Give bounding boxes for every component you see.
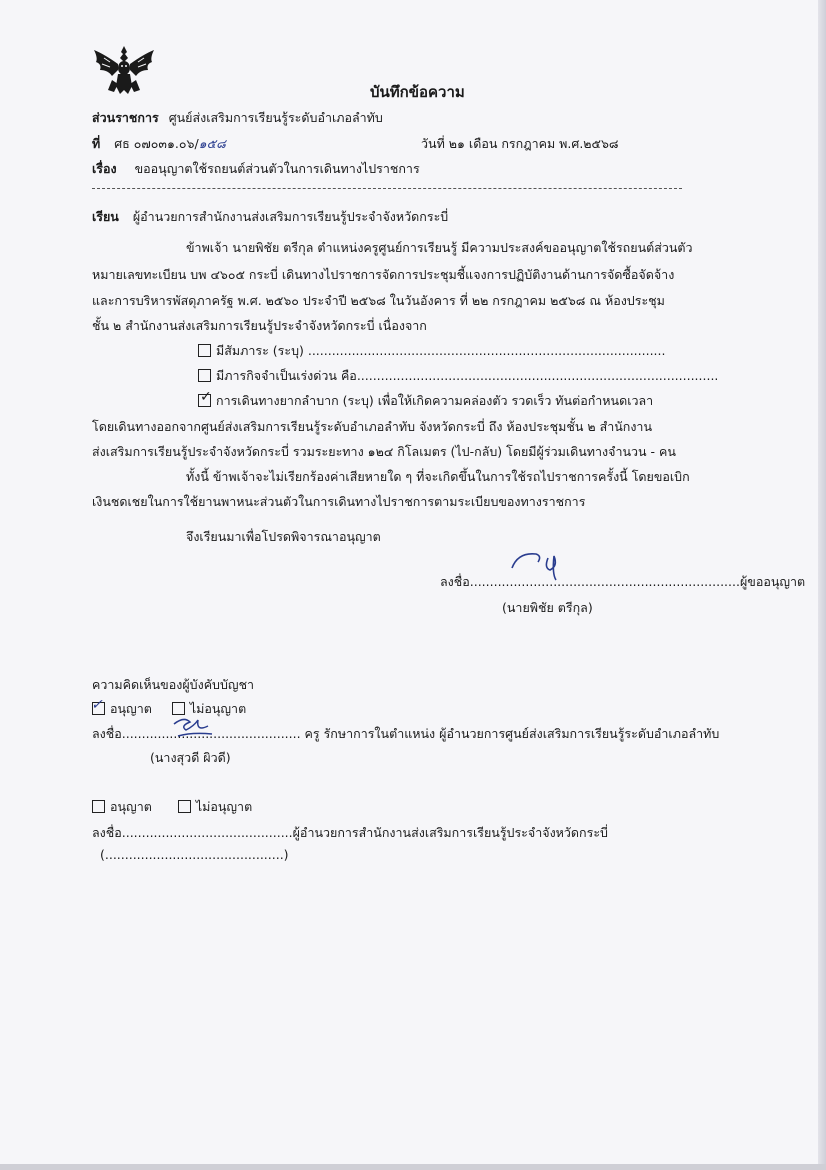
director-approve-label: อนุญาต <box>110 799 152 814</box>
supervisor-approve-checkbox[interactable] <box>91 697 105 715</box>
supervisor-heading: ความคิดเห็นของผู้บังคับบัญชา <box>92 677 255 692</box>
option-luggage-checkbox[interactable] <box>198 344 211 357</box>
option-difficult-label: การเดินทางยากลำบาก (ระบุ) เพื่อให้เกิดความคล่องตัว รวดเร็ว ทันต่อกำหนดเวลา <box>216 393 654 408</box>
supervisor-approve-label: อนุญาต <box>110 701 152 716</box>
option-urgent <box>198 366 718 386</box>
director-name: (.............................................) <box>100 847 289 862</box>
option-luggage <box>198 341 665 361</box>
ref-value: ศธ ๐๗๐๓๑.๐๖/ <box>114 136 199 151</box>
supervisor-name: (นางสุวดี ผิวดี) <box>150 750 231 765</box>
ref-label: ที่ <box>92 136 101 151</box>
body-p1-line4: ชั้น ๒ สำนักงานส่งเสริมการเรียนรู้ประจำจังหวัดกระบี่ เนื่องจาก <box>92 318 427 333</box>
body-p1-line1: ข้าพเจ้า นายพิชัย ตรีกุล ตำแหน่งครูศูนย์การเรียนรู้ มีความประสงค์ขออนุญาตใช้รถยนต์ส่วนตัว <box>186 240 693 255</box>
check-mark-icon: ✓ <box>91 697 103 713</box>
director-options <box>92 797 252 817</box>
director-sign-line: ลงชื่อ...........................................ผู้อำนวยการสำนักงานส่งเสริมการเรียนรู้ประจำจังหวัดกระบี่ <box>92 825 608 840</box>
option-difficult-checkbox[interactable] <box>198 389 212 407</box>
to-label: เรียน <box>92 209 119 224</box>
ref-row <box>92 134 226 154</box>
body-p1-line3: และการบริหารพัสดุภาครัฐ พ.ศ. ๒๕๖๐ ประจำปี ๒๕๖๘ ในวันอังคาร ที่ ๒๒ กรกฎาคม ๒๕๖๘ ณ ห้องประชุม <box>92 293 665 308</box>
option-urgent-label: มีภารกิจจำเป็นเร่งด่วน คือ........................................................................................... <box>216 368 719 383</box>
option-urgent-checkbox[interactable] <box>198 369 211 382</box>
applicant-sign-line: ลงชื่อ....................................................................ผู้ขออนุญาต <box>440 574 806 589</box>
body-p2-line1: โดยเดินทางออกจากศูนย์ส่งเสริมการเรียนรู้ระดับอำเภอลำทับ จังหวัดกระบี่ ถึง ห้องประชุมชั้น ๒ สำนักงาน <box>92 419 652 434</box>
agency-label: ส่วนราชการ <box>92 110 159 125</box>
body-p1-line2: หมายเลขทะเบียน บพ ๔๖๐๕ กระบี่ เดินทางไปราชการจัดการประชุมชี้แจงการปฏิบัติงานด้านการจัดซื้อจัดจ้าง <box>92 267 675 282</box>
check-mark-icon: ✓ <box>200 389 212 405</box>
agency-value: ศูนย์ส่งเสริมการเรียนรู้ระดับอำเภอลำทับ <box>168 110 383 125</box>
memo-date: วันที่ ๒๑ เดือน กรกฎาคม พ.ศ.๒๕๖๘ <box>421 136 619 151</box>
body-p3-line2: เงินชดเชยในการใช้ยานพาหนะส่วนตัวในการเดินทางไปราชการตามระเบียบของทางราชการ <box>92 494 586 509</box>
closing-text: จึงเรียนมาเพื่อโปรดพิจารณาอนุญาต <box>186 529 381 544</box>
director-reject-checkbox[interactable] <box>178 800 191 813</box>
applicant-name: (นายพิชัย ตรีกุล) <box>502 600 593 615</box>
supervisor-sign-line: ลงชื่อ............................................. ครู รักษาการในตำแหน่ง ผู้อำนวยการศูนย์ส่งเสริมการเรียนรู้ระดับอำเภอลำทับ <box>92 726 720 741</box>
supervisor-reject-label: ไม่อนุญาต <box>189 701 247 716</box>
memo-title: บันทึกข้อความ <box>370 83 465 101</box>
director-approve-checkbox[interactable] <box>92 800 105 813</box>
director-reject-label: ไม่อนุญาต <box>195 799 253 814</box>
option-difficult <box>198 391 653 411</box>
subject-label: เรื่อง <box>92 161 117 176</box>
agency-row <box>92 108 383 128</box>
garuda-emblem-icon <box>90 44 158 98</box>
to-value: ผู้อำนวยการสำนักงานส่งเสริมการเรียนรู้ประจำจังหวัดกระบี่ <box>132 209 449 224</box>
body-p3-line1: ทั้งนี้ ข้าพเจ้าจะไม่เรียกร้องค่าเสียหายใด ๆ ที่จะเกิดขึ้นในการใช้รถไปราชการครั้งนี้ โดยขอเบิก <box>186 469 690 484</box>
scan-edge-bottom <box>0 1164 826 1170</box>
scan-edge-right <box>818 0 826 1170</box>
option-luggage-label: มีสัมภาระ (ระบุ) .......................................................................................... <box>216 343 666 358</box>
to-row <box>92 207 448 227</box>
ref-handwritten-number: ๑๕๘ <box>198 136 226 151</box>
subject-value: ขออนุญาตใช้รถยนต์ส่วนตัวในการเดินทางไปราชการ <box>134 161 420 176</box>
subject-row <box>92 159 420 179</box>
header-divider <box>92 188 682 189</box>
body-p2-line2: ส่งเสริมการเรียนรู้ประจำจังหวัดกระบี่ รวมระยะทาง ๑๒๔ กิโลเมตร (ไป-กลับ) โดยมีผู้ร่วมเดินทางจำนวน - คน <box>92 444 676 459</box>
